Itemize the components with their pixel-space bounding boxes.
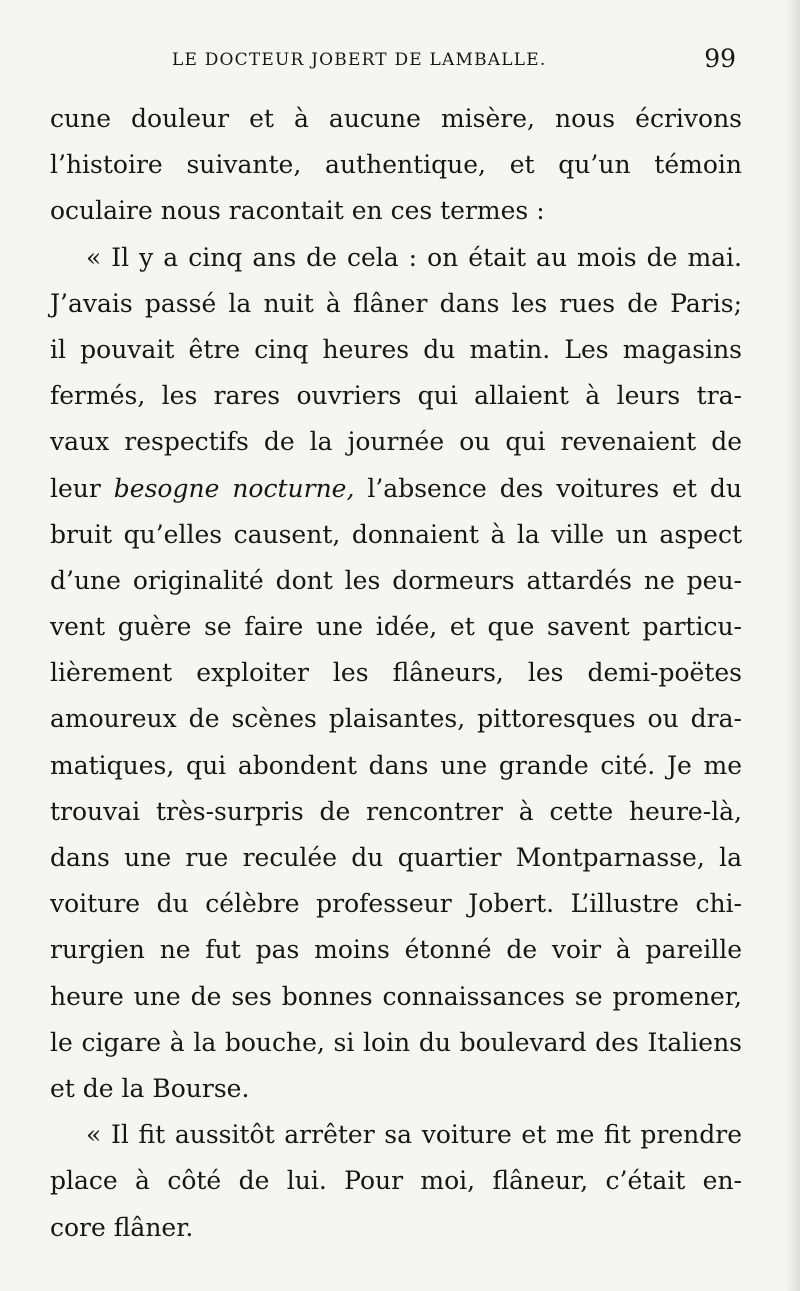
text-line: amoureux de scènes plaisantes, pittoresques ou dra- xyxy=(50,704,742,734)
text-line: matiques, qui abondent dans une grande cité. Je me xyxy=(50,750,742,780)
text-line: il pouvait être cinq heures du matin. Les magasins xyxy=(50,334,742,364)
page-header xyxy=(172,42,740,78)
text-line: « Il fit aussitôt arrêter sa voiture et me fit prendre xyxy=(86,1120,742,1150)
text-line: « Il y a cinq ans de cela : on était au mois de mai. xyxy=(86,242,742,272)
body-text xyxy=(50,96,742,1251)
running-title: LE DOCTEUR JOBERT DE LAMBALLE. xyxy=(172,50,547,70)
text-line: dans une rue reculée du quartier Montparnasse, la xyxy=(50,843,742,872)
text-line: core flâner. xyxy=(50,1212,194,1242)
text-line: fermés, les rares ouvriers qui allaient à leurs tra- xyxy=(50,381,742,411)
text-line: l’histoire suivante, authentique, et qu’un témoin xyxy=(50,150,742,180)
text-line: vaux respectifs de la journée ou qui revenaient de xyxy=(50,427,742,457)
text-line: heure une de ses bonnes connaissances se promener, xyxy=(50,981,742,1011)
text-segment: l’absence des voitures et du xyxy=(354,473,742,503)
italic-phrase: besogne nocturne, xyxy=(113,473,355,503)
text-line: rurgien ne fut pas moins étonné de voir à pareille xyxy=(50,935,742,965)
text-segment: leur xyxy=(50,473,114,503)
text-line: et de la Bourse. xyxy=(50,1073,250,1103)
text-line: trouvai très-surpris de rencontrer à cette heure-là, xyxy=(50,796,742,826)
page-number: 99 xyxy=(704,44,736,73)
text-line: place à côté de lui. Pour moi, flâneur, c’était en- xyxy=(50,1166,742,1196)
text-line-with-italic xyxy=(50,466,742,512)
text-line: cune douleur et à aucune misère, nous écrivons xyxy=(50,104,742,133)
text-line: J’avais passé la nuit à flâner dans les rues de Paris; xyxy=(50,288,742,318)
page-edge-shadow xyxy=(786,0,800,1291)
text-line: oculaire nous racontait en ces termes : xyxy=(50,196,545,226)
text-line: vent guère se faire une idée, et que savent particu- xyxy=(50,612,742,642)
text-line: lièrement exploiter les flâneurs, les demi-poëtes xyxy=(50,658,742,688)
text-line: bruit qu’elles causent, donnaient à la ville un aspect xyxy=(50,519,742,549)
text-line: voiture du célèbre professeur Jobert. L’illustre chi- xyxy=(50,889,742,919)
text-line: le cigare à la bouche, si loin du boulevard des Italiens xyxy=(50,1027,742,1057)
text-line: d’une originalité dont les dormeurs attardés ne peu- xyxy=(50,565,742,595)
